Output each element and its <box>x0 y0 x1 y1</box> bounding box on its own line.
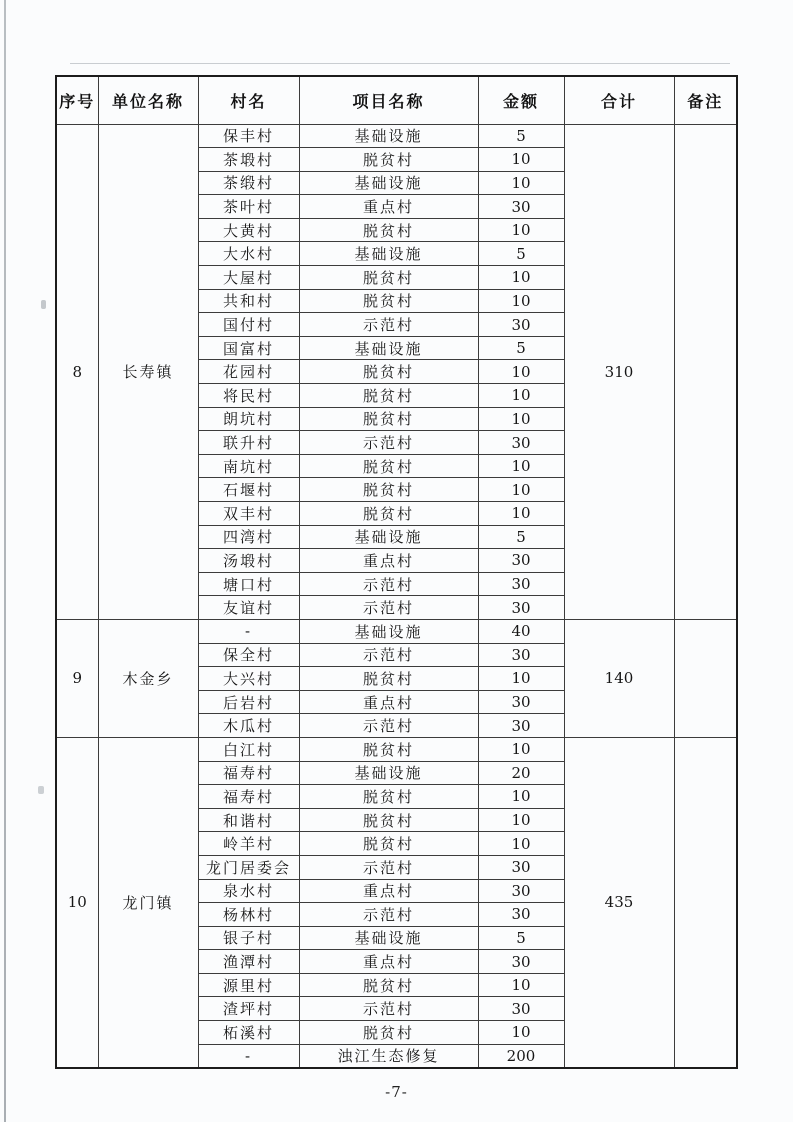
amount-cell: 30 <box>478 313 564 337</box>
village-cell: 四湾村 <box>198 525 299 549</box>
village-cell: 汤塅村 <box>198 549 299 573</box>
village-cell: 茶叶村 <box>198 195 299 219</box>
village-cell: 友谊村 <box>198 596 299 620</box>
project-cell: 脱贫村 <box>299 785 478 809</box>
amount-cell: 30 <box>478 549 564 573</box>
project-cell: 基础设施 <box>299 171 478 195</box>
project-cell: 示范村 <box>299 903 478 927</box>
amount-cell: 10 <box>478 667 564 691</box>
amount-cell: 5 <box>478 926 564 950</box>
amount-cell: 30 <box>478 643 564 667</box>
project-cell: 脱贫村 <box>299 266 478 290</box>
unit-name-cell: 龙门镇 <box>98 737 198 1067</box>
serial-cell: 8 <box>56 124 98 619</box>
project-cell: 重点村 <box>299 549 478 573</box>
amount-cell: 5 <box>478 525 564 549</box>
project-cell: 脱贫村 <box>299 218 478 242</box>
project-cell: 脱贫村 <box>299 289 478 313</box>
amount-cell: 30 <box>478 596 564 620</box>
village-cell: 大水村 <box>198 242 299 266</box>
amount-cell: 30 <box>478 997 564 1021</box>
column-header: 序号 <box>56 76 98 124</box>
note-cell <box>674 124 737 619</box>
village-cell: 茶缎村 <box>198 171 299 195</box>
project-cell: 脱贫村 <box>299 454 478 478</box>
village-cell: 柘溪村 <box>198 1021 299 1045</box>
project-cell: 示范村 <box>299 431 478 455</box>
village-cell: 花园村 <box>198 360 299 384</box>
project-cell: 脱贫村 <box>299 973 478 997</box>
scan-speck <box>41 300 46 309</box>
total-cell: 140 <box>564 619 674 737</box>
village-cell: 和谐村 <box>198 808 299 832</box>
amount-cell: 10 <box>478 1021 564 1045</box>
village-cell: 联升村 <box>198 431 299 455</box>
project-cell: 脱贫村 <box>299 737 478 761</box>
amount-cell: 10 <box>478 360 564 384</box>
village-cell: 石堰村 <box>198 478 299 502</box>
project-cell: 示范村 <box>299 313 478 337</box>
village-cell: 渔潭村 <box>198 950 299 974</box>
amount-cell: 10 <box>478 832 564 856</box>
amount-cell: 10 <box>478 973 564 997</box>
project-cell: 示范村 <box>299 643 478 667</box>
village-cell: 福寿村 <box>198 785 299 809</box>
village-cell: 国富村 <box>198 336 299 360</box>
village-cell: 南坑村 <box>198 454 299 478</box>
scan-speck <box>38 786 44 794</box>
amount-cell: 10 <box>478 266 564 290</box>
total-cell: 310 <box>564 124 674 619</box>
amount-cell: 30 <box>478 572 564 596</box>
project-cell: 基础设施 <box>299 926 478 950</box>
village-cell: - <box>198 619 299 643</box>
project-cell: 示范村 <box>299 572 478 596</box>
project-cell: 脱贫村 <box>299 1021 478 1045</box>
project-cell: 基础设施 <box>299 336 478 360</box>
serial-cell: 9 <box>56 619 98 737</box>
project-cell: 基础设施 <box>299 124 478 148</box>
project-cell: 示范村 <box>299 596 478 620</box>
project-cell: 脱贫村 <box>299 360 478 384</box>
project-cell: 重点村 <box>299 879 478 903</box>
project-cell: 脱贫村 <box>299 502 478 526</box>
village-cell: 泉水村 <box>198 879 299 903</box>
project-cell: 浊江生态修复 <box>299 1044 478 1068</box>
project-cell: 重点村 <box>299 690 478 714</box>
project-cell: 脱贫村 <box>299 667 478 691</box>
village-cell: 木瓜村 <box>198 714 299 738</box>
amount-cell: 20 <box>478 761 564 785</box>
village-cell: 龙门居委会 <box>198 855 299 879</box>
project-cell: 重点村 <box>299 950 478 974</box>
project-cell: 脱贫村 <box>299 478 478 502</box>
amount-cell: 10 <box>478 808 564 832</box>
village-cell: 共和村 <box>198 289 299 313</box>
amount-cell: 10 <box>478 218 564 242</box>
amount-cell: 5 <box>478 242 564 266</box>
table-row <box>56 619 737 643</box>
serial-cell: 10 <box>56 737 98 1067</box>
village-cell: 塘口村 <box>198 572 299 596</box>
village-cell: 白江村 <box>198 737 299 761</box>
amount-cell: 30 <box>478 714 564 738</box>
village-cell: 保丰村 <box>198 124 299 148</box>
column-header: 金额 <box>478 76 564 124</box>
project-cell: 基础设施 <box>299 525 478 549</box>
amount-cell: 5 <box>478 336 564 360</box>
page-number: -7- <box>385 1083 408 1101</box>
scan-edge-line <box>4 0 6 1122</box>
village-cell: 大黄村 <box>198 218 299 242</box>
village-cell: 杨林村 <box>198 903 299 927</box>
amount-cell: 10 <box>478 478 564 502</box>
amount-cell: 10 <box>478 171 564 195</box>
project-cell: 基础设施 <box>299 242 478 266</box>
amount-cell: 5 <box>478 124 564 148</box>
amount-cell: 10 <box>478 384 564 408</box>
project-cell: 脱贫村 <box>299 808 478 832</box>
amount-cell: 10 <box>478 737 564 761</box>
village-cell: 源里村 <box>198 973 299 997</box>
village-cell: 茶塅村 <box>198 148 299 172</box>
village-cell: 保全村 <box>198 643 299 667</box>
amount-cell: 30 <box>478 879 564 903</box>
table-body <box>56 124 737 1068</box>
amount-cell: 10 <box>478 785 564 809</box>
project-cell: 示范村 <box>299 714 478 738</box>
amount-cell: 10 <box>478 289 564 313</box>
column-header: 单位名称 <box>98 76 198 124</box>
total-cell: 435 <box>564 737 674 1067</box>
village-cell: 大屋村 <box>198 266 299 290</box>
project-cell: 脱贫村 <box>299 148 478 172</box>
unit-name-cell: 木金乡 <box>98 619 198 737</box>
amount-cell: 30 <box>478 195 564 219</box>
project-cell: 重点村 <box>299 195 478 219</box>
project-cell: 示范村 <box>299 997 478 1021</box>
village-cell: 大兴村 <box>198 667 299 691</box>
amount-cell: 10 <box>478 502 564 526</box>
village-cell: 福寿村 <box>198 761 299 785</box>
scan-artifact-line <box>70 63 730 64</box>
note-cell <box>674 737 737 1067</box>
project-cell: 示范村 <box>299 855 478 879</box>
note-cell <box>674 619 737 737</box>
village-cell: - <box>198 1044 299 1068</box>
column-header: 备注 <box>674 76 737 124</box>
table-header-row <box>56 76 737 124</box>
amount-cell: 10 <box>478 454 564 478</box>
village-cell: 岭羊村 <box>198 832 299 856</box>
unit-name-cell: 长寿镇 <box>98 124 198 619</box>
project-cell: 脱贫村 <box>299 407 478 431</box>
funding-table <box>55 75 738 1069</box>
amount-cell: 10 <box>478 407 564 431</box>
column-header: 村名 <box>198 76 299 124</box>
village-cell: 国付村 <box>198 313 299 337</box>
table-row <box>56 737 737 761</box>
amount-cell: 40 <box>478 619 564 643</box>
amount-cell: 30 <box>478 903 564 927</box>
amount-cell: 10 <box>478 148 564 172</box>
village-cell: 朗坑村 <box>198 407 299 431</box>
village-cell: 将民村 <box>198 384 299 408</box>
column-header: 合计 <box>564 76 674 124</box>
amount-cell: 200 <box>478 1044 564 1068</box>
amount-cell: 30 <box>478 431 564 455</box>
amount-cell: 30 <box>478 950 564 974</box>
village-cell: 渣坪村 <box>198 997 299 1021</box>
project-cell: 脱贫村 <box>299 384 478 408</box>
project-cell: 基础设施 <box>299 761 478 785</box>
amount-cell: 30 <box>478 690 564 714</box>
amount-cell: 30 <box>478 855 564 879</box>
village-cell: 双丰村 <box>198 502 299 526</box>
project-cell: 脱贫村 <box>299 832 478 856</box>
table-row <box>56 124 737 148</box>
village-cell: 银子村 <box>198 926 299 950</box>
village-cell: 后岩村 <box>198 690 299 714</box>
project-cell: 基础设施 <box>299 619 478 643</box>
column-header: 项目名称 <box>299 76 478 124</box>
